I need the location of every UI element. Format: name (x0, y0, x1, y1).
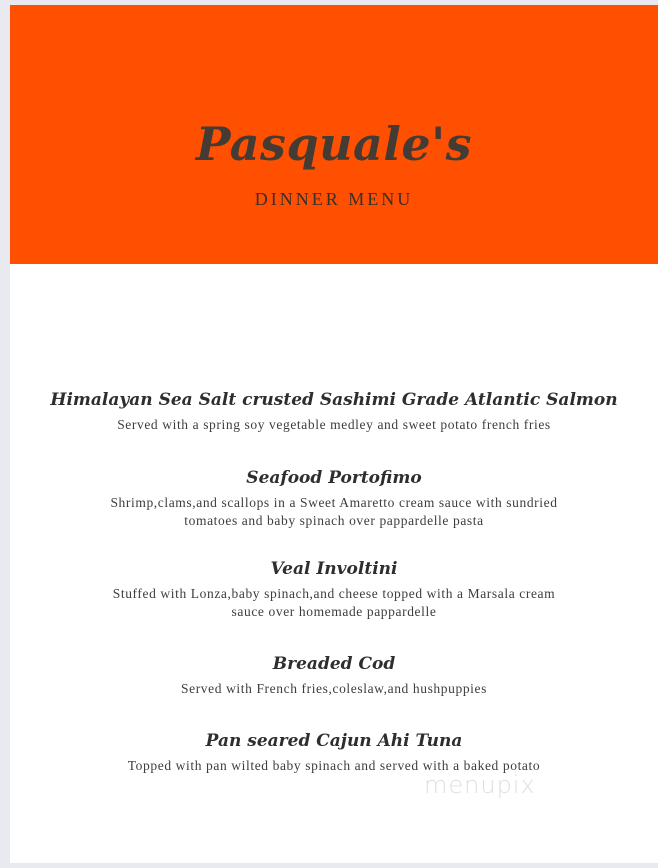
menu-item-breaded-cod (10, 652, 658, 698)
dish-description-line-2: sauce over homemade pappardelle (231, 604, 437, 619)
dish-name: Himalayan Sea Salt crusted Sashimi Grade Atlantic Salmon (50, 390, 618, 410)
menu-item-veal-involtini (10, 557, 658, 621)
dish-description-line-1: Shrimp,clams,and scallops in a Sweet Amaretto cream sauce with sundried (110, 495, 558, 510)
restaurant-name: Pasquale's (195, 117, 473, 171)
menu-title: DINNER MENU (254, 189, 414, 209)
header-banner (10, 5, 658, 264)
menu-item-salmon (10, 388, 658, 434)
menu-page (10, 5, 658, 863)
menu-item-seafood-portofimo (10, 466, 658, 530)
dish-description: Served with a spring soy vegetable medley and sweet potato french fries (117, 417, 551, 432)
dish-description-line-1: Stuffed with Lonza,baby spinach,and cheese topped with a Marsala cream (112, 586, 556, 601)
menu-item-cajun-ahi-tuna (10, 729, 658, 775)
dish-name: Veal Involtini (270, 559, 398, 579)
dish-description: Served with French fries,coleslaw,and hushpuppies (181, 681, 487, 696)
dish-name: Pan seared Cajun Ahi Tuna (205, 731, 463, 751)
dish-description: Topped with pan wilted baby spinach and served with a baked potato (127, 758, 541, 773)
dish-name: Breaded Cod (272, 654, 396, 674)
dish-name: Seafood Portofimo (246, 468, 422, 488)
menupix-watermark: menupix (424, 771, 536, 799)
dish-description-line-2: tomatoes and baby spinach over pappardelle pasta (184, 513, 484, 528)
